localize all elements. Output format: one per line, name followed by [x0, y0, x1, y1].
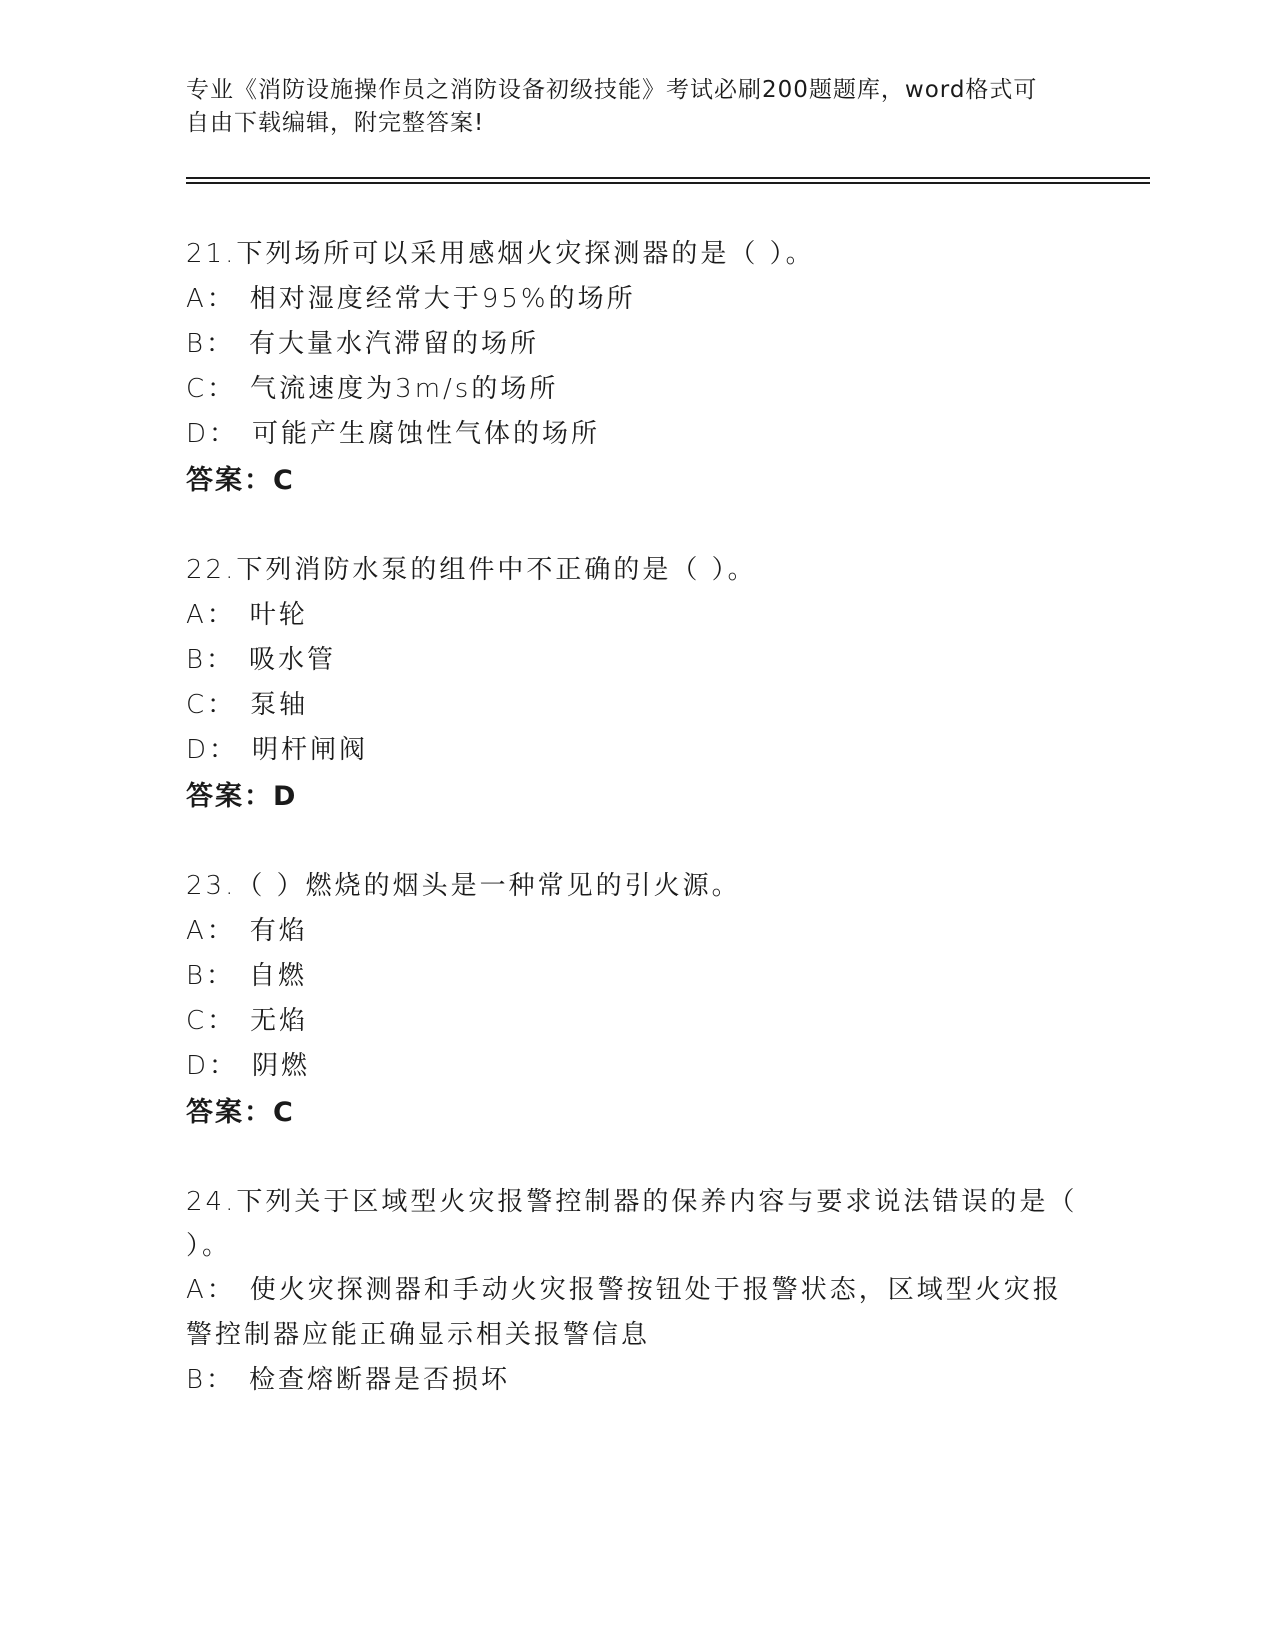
- option-c: [186, 367, 1086, 412]
- answer: 答案：C: [186, 465, 295, 496]
- option-key: C：: [186, 690, 237, 720]
- option-text: 气流速度为3m/s的场所: [250, 374, 559, 404]
- option-b: [186, 638, 1086, 683]
- header-divider-bottom: [186, 182, 1150, 184]
- option-key: A：: [186, 916, 236, 946]
- option-text: 可能产生腐蚀性气体的场所: [252, 419, 601, 449]
- option-d: [186, 728, 1086, 773]
- option-a: [186, 593, 1086, 638]
- option-text: 泵轴: [250, 690, 309, 720]
- option-text: 检查熔断器是否损坏: [249, 1365, 511, 1395]
- answer: 答案：D: [186, 781, 298, 812]
- option-text: 自燃: [249, 961, 308, 991]
- option-key: B：: [186, 645, 236, 675]
- option-key: A：: [186, 1275, 236, 1305]
- option-key: A：: [186, 284, 236, 314]
- option-key: A：: [186, 600, 236, 630]
- option-c: [186, 683, 1086, 728]
- option-a: [186, 1268, 1086, 1358]
- header-line-2: 自由下载编辑，附完整答案!: [186, 110, 485, 136]
- option-text: 无焰: [250, 1006, 309, 1036]
- option-d: [186, 1044, 1086, 1089]
- option-key: D：: [186, 1051, 239, 1081]
- option-a: [186, 277, 1086, 322]
- option-b: [186, 322, 1086, 367]
- option-key: C：: [186, 1006, 237, 1036]
- document-header: [186, 74, 1086, 140]
- option-key: C：: [186, 374, 237, 404]
- question-21: [186, 232, 1086, 505]
- header-line-1: 专业《消防设施操作员之消防设备初级技能》考试必刷200题题库，word格式可: [186, 77, 1038, 103]
- option-text: 吸水管: [249, 645, 337, 675]
- option-key: B：: [186, 1365, 236, 1395]
- option-b: [186, 1358, 1086, 1403]
- option-text: 明杆闸阀: [252, 735, 369, 765]
- option-text: 有焰: [249, 916, 308, 946]
- option-text: 阴燃: [252, 1051, 311, 1081]
- option-text: 有大量水汽滞留的场所: [249, 329, 540, 359]
- option-b: [186, 954, 1086, 999]
- option-c: [186, 999, 1086, 1044]
- option-text: 叶轮: [249, 600, 308, 630]
- option-key: B：: [186, 329, 236, 359]
- header-divider-top: [186, 177, 1150, 179]
- question-stem: 23.（ ）燃烧的烟头是一种常见的引火源。: [186, 871, 741, 901]
- question-stem: 24.下列关于区域型火灾报警控制器的保养内容与要求说法错误的是（ ）。: [186, 1187, 1078, 1261]
- option-key: B：: [186, 961, 236, 991]
- question-list: [186, 232, 1086, 1446]
- option-key: D：: [186, 735, 239, 765]
- option-text: 使火灾探测器和手动火灾报警按钮处于报警状态，区域型火灾报警控制器应能正确显示相关报警信息: [186, 1275, 1062, 1350]
- option-d: [186, 412, 1086, 457]
- option-text: 相对湿度经常大于95%的场所: [249, 284, 636, 314]
- question-23: [186, 864, 1086, 1137]
- option-key: D：: [186, 419, 239, 449]
- option-a: [186, 909, 1086, 954]
- question-stem: 21.下列场所可以采用感烟火灾探测器的是（ ）。: [186, 239, 815, 269]
- question-stem: 22.下列消防水泵的组件中不正确的是（ ）。: [186, 555, 757, 585]
- question-22: [186, 548, 1086, 821]
- question-24: [186, 1180, 1086, 1403]
- answer: 答案：C: [186, 1097, 295, 1128]
